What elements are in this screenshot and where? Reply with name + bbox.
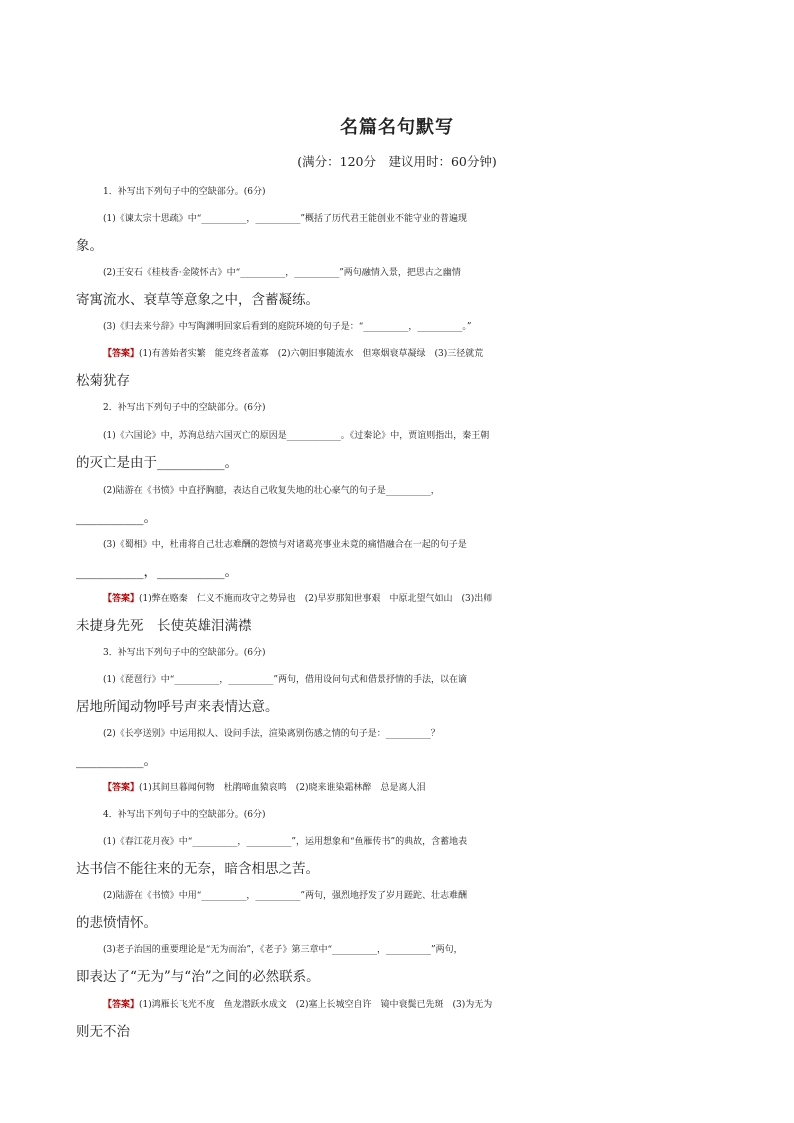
question-text: __________，__________。 — [76, 564, 238, 580]
question-text: 的悲愤情怀。 — [76, 915, 157, 931]
question-heading: 1．补写出下列句子中的空缺部分。(6分) — [103, 187, 266, 197]
answer-label: 【答案】 — [103, 783, 140, 793]
answer-label: 【答案】 — [103, 1000, 140, 1010]
question-text: (1)《谏太宗十思疏》中“__________，__________”概括了历代君王能创业不能守业的普遍现 — [103, 214, 467, 224]
answer-text: (1)有善始者实繁 能克终者盖寡 (2)六朝旧事随流水 但寒烟衰草凝绿 (3)三径就荒 — [139, 349, 484, 359]
question-heading: 3．补写出下列句子中的空缺部分。(6分) — [103, 648, 266, 658]
question-text: (1)《琵琶行》中“__________，__________”两句，借用设问句式和借景抒情的手法，以在谪 — [103, 675, 467, 685]
answer-text: (1)鸿雁长飞光不度 鱼龙潜跃水成文 (2)塞上长城空自许 镜中衰鬓已先斑 (3)为无为 — [139, 1000, 493, 1010]
answer-line — [103, 778, 723, 798]
question-heading: 4．补写出下列句子中的空缺部分。(6分) — [103, 810, 266, 820]
question-text: __________。 — [76, 753, 157, 769]
question-text: 达书信不能往来的无奈，暗含相思之苦。 — [76, 861, 319, 877]
question-text: (2)陆游在《书愤》中用“__________，__________”两句，强烈地抒发了岁月蹉跎、壮志难酬 — [103, 891, 467, 901]
question-text: (1)《春江花月夜》中“__________，__________”，运用想象和“鱼雁传书”的典故，含蓄地表 — [103, 837, 468, 847]
question-text: (2)陆游在《书愤》中直抒胸臆，表达自己收复失地的壮心豪气的句子是__________， — [103, 486, 440, 496]
answer-text: 松菊犹存 — [76, 373, 130, 389]
question-text: (2)王安石《桂枝香·金陵怀古》中“__________，__________”两句融情入景，把思古之幽情 — [103, 268, 461, 278]
question-text: 寄寓流水、衰草等意象之中，含蓄凝练。 — [76, 292, 319, 308]
question-text: 居地所闻动物呼号声来表情达意。 — [76, 699, 279, 715]
question-text: 的灭亡是由于__________。 — [76, 455, 238, 471]
page-subtitle: (满分：120分 建议用时：60分钟) — [297, 154, 497, 169]
question-text: (1)《六国论》中，苏洵总结六国灭亡的原因是____________。《过秦论》中，贾谊则指出，秦王朝 — [103, 431, 490, 441]
question-text: (3)《归去来兮辞》中写陶渊明回家后看到的庭院环境的句子是：“__________，__________。” — [103, 322, 472, 332]
answer-label: 【答案】 — [103, 349, 140, 359]
answer-label: 【答案】 — [103, 594, 140, 604]
question-text: __________。 — [76, 510, 157, 526]
question-text: (3)《蜀相》中，杜甫将自己壮志难酬的怨愤与对诸葛亮事业未竟的痛惜融合在一起的句子是 — [103, 540, 467, 550]
question-text: 象。 — [76, 238, 103, 254]
question-heading: 2．补写出下列句子中的空缺部分。(6分) — [103, 403, 266, 413]
page-title: 名篇名句默写 — [340, 117, 454, 138]
question-text: (3)老子治国的重要理论是“无为而治”，《老子》第三章中“__________，__________”两句， — [103, 945, 463, 955]
answer-text: 未捷身先死 长使英雄泪满襟 — [76, 618, 252, 634]
question-text: (2)《长亭送别》中运用拟人、设问手法，渲染离别伤感之情的句子是：__________？ — [103, 729, 440, 739]
answer-line — [103, 344, 723, 364]
answer-text: (1)弊在赂秦 仁义不施而攻守之势异也 (2)早岁那知世事艰 中原北望气如山 (3)出师 — [139, 594, 493, 604]
answer-text: 则无不治 — [76, 1024, 130, 1040]
answer-text: (1)其间旦暮闻何物 杜鹃啼血猿哀鸣 (2)晓来谁染霜林醉 总是离人泪 — [139, 783, 426, 793]
question-text: 即表达了“无为”与“治”之间的必然联系。 — [76, 969, 320, 985]
answer-line — [103, 995, 723, 1015]
answer-line — [103, 589, 723, 609]
